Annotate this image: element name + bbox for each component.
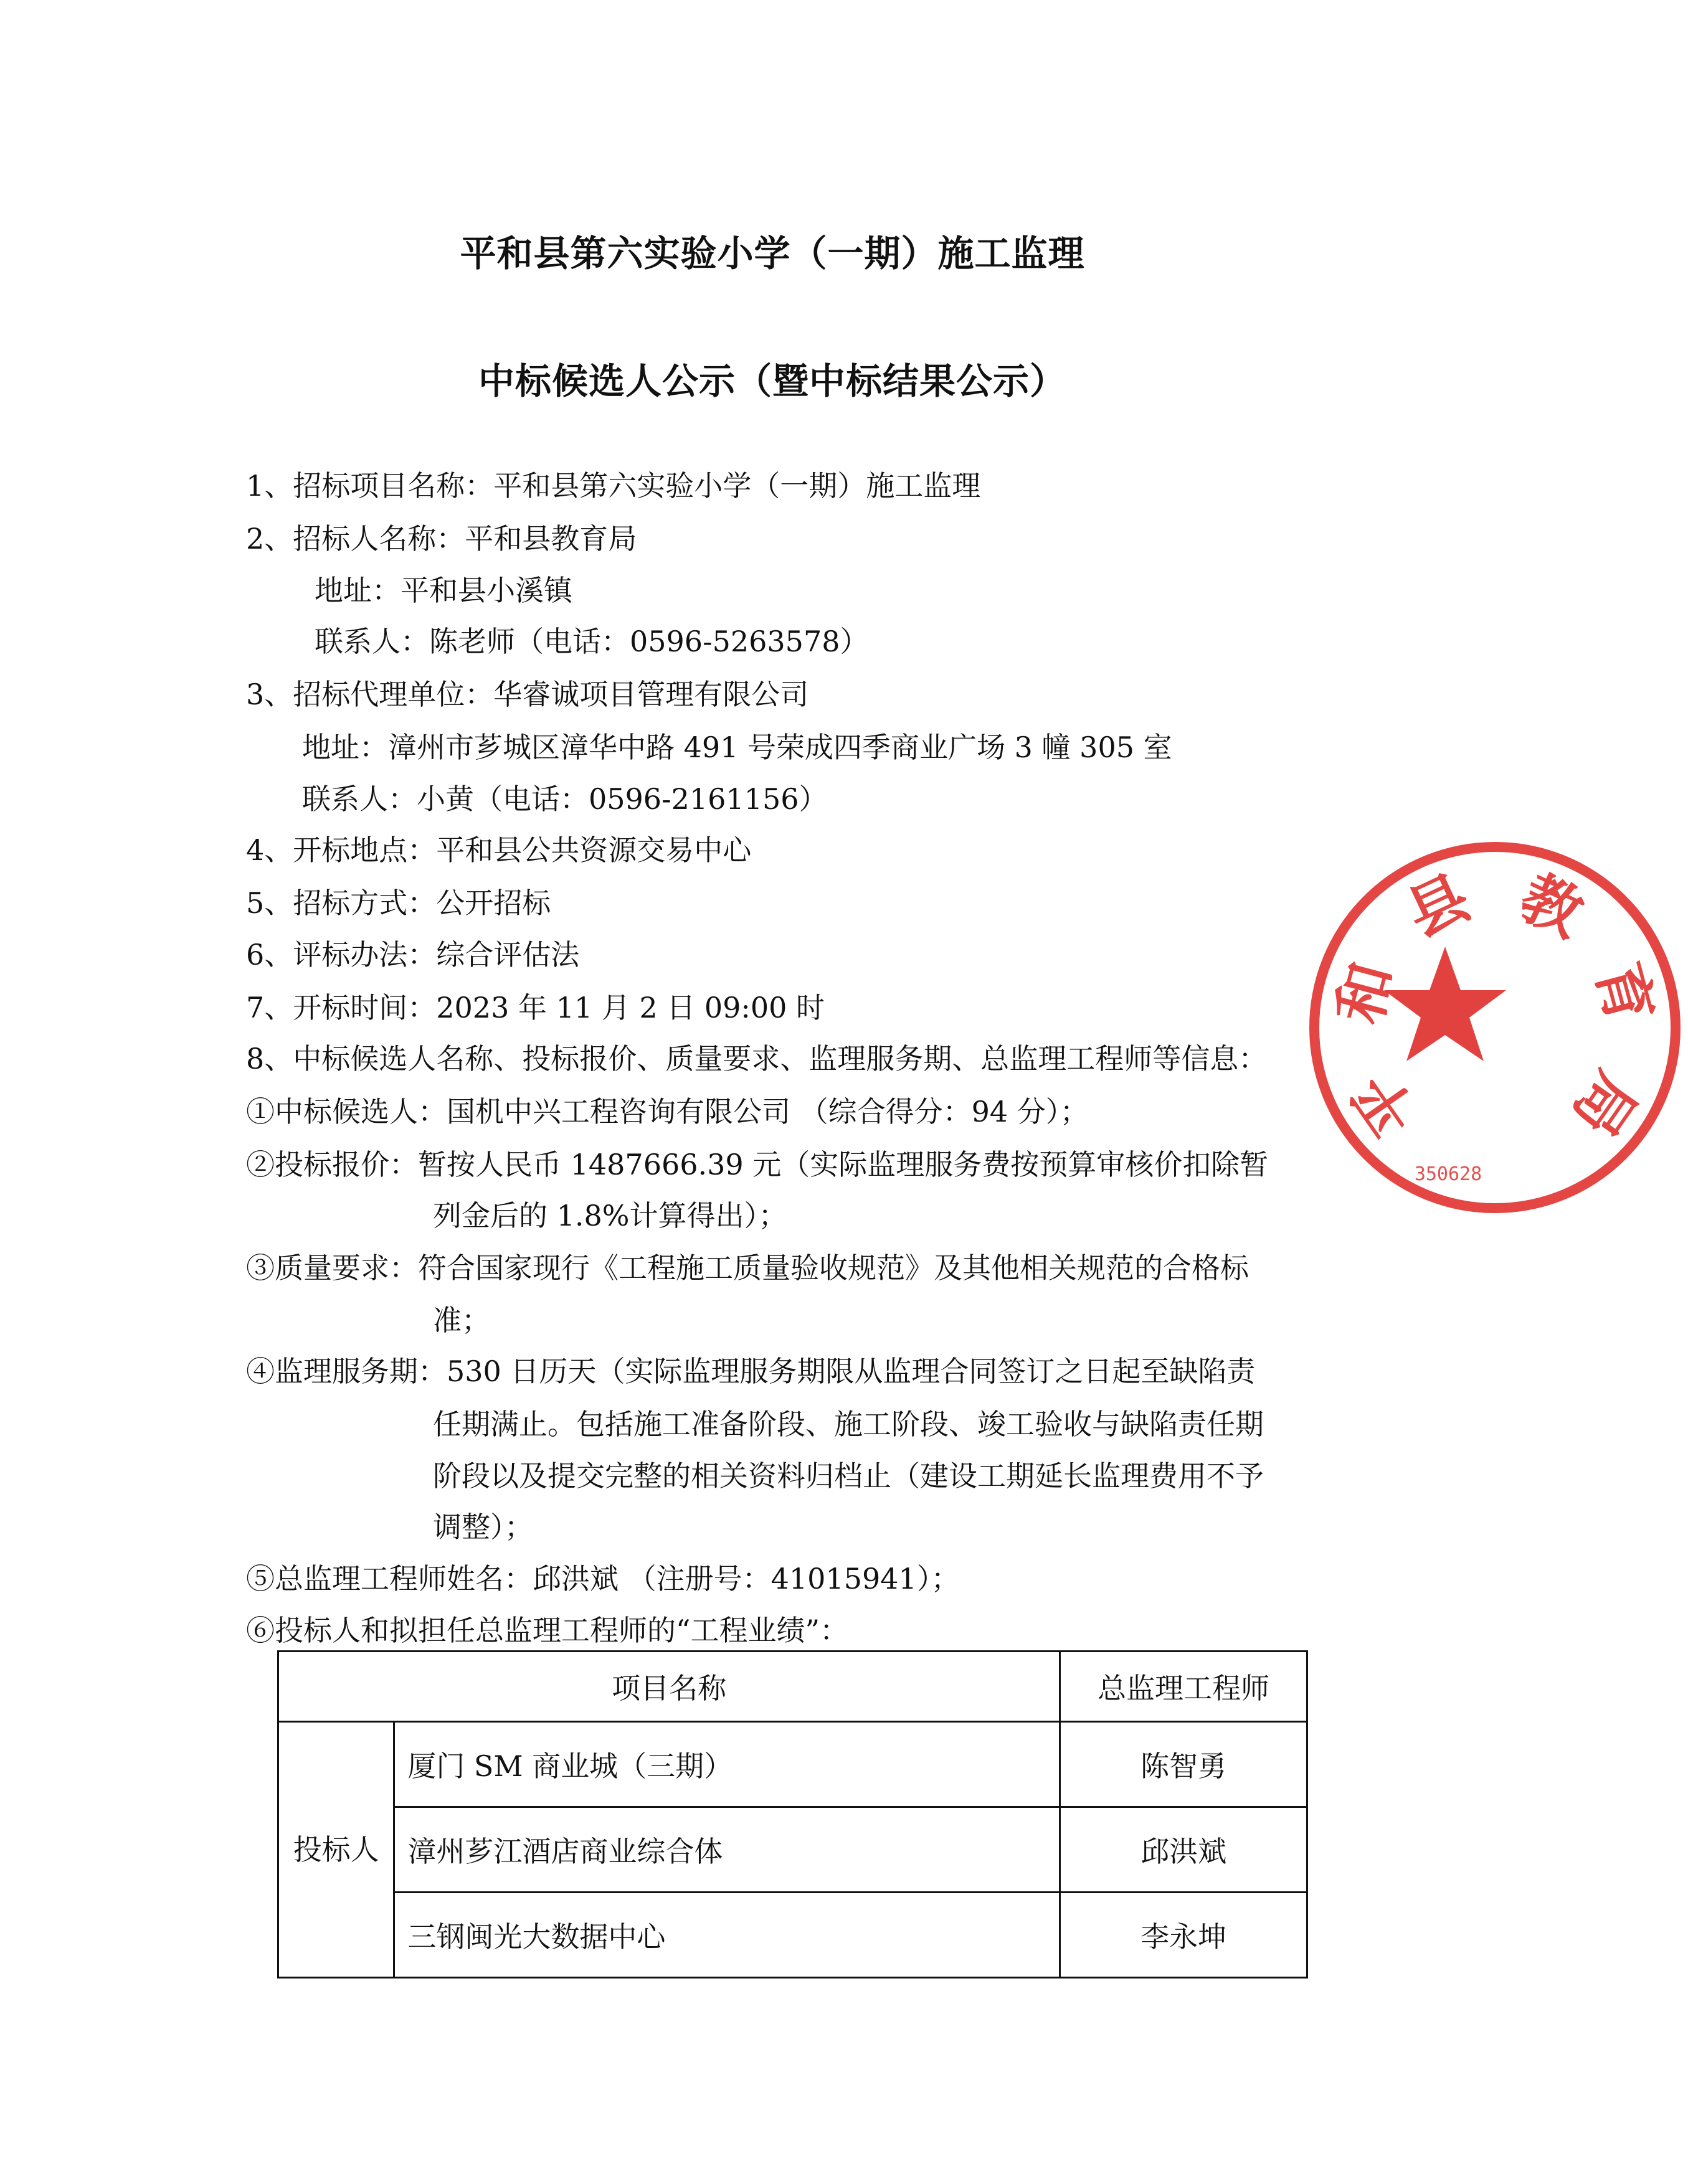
seal-character: 教 bbox=[1509, 862, 1594, 951]
table-row bbox=[278, 1893, 1307, 1978]
project-name-cell: 漳州芗江酒店商业综合体 bbox=[394, 1807, 1060, 1893]
seal-character: 平 bbox=[1339, 1059, 1431, 1149]
bid-price-cont: 列金后的 1.8%计算得出）； bbox=[433, 1199, 787, 1232]
page-subtitle: 中标候选人公示（暨中标结果公示） bbox=[478, 360, 1066, 402]
candidate-name: ①中标候选人：国机中兴工程咨询有限公司 （综合得分：94 分）； bbox=[246, 1095, 1089, 1128]
quality-requirement: ③质量要求：符合国家现行《工程施工质量验收规范》及其他相关规范的合格标 bbox=[246, 1251, 1249, 1285]
chief-engineer: ⑤总监理工程师姓名：邱洪斌 （注册号：41015941）； bbox=[246, 1562, 960, 1595]
bid-price: ②投标报价：暂按人民币 1487666.39 元（实际监理服务费按预算审核价扣除暂 bbox=[246, 1148, 1269, 1181]
seal-character: 县 bbox=[1396, 862, 1481, 951]
item-opening-place: 4、开标地点：平和县公共资源交易中心 bbox=[246, 833, 752, 867]
agency-address: 地址：漳州市芗城区漳华中路 491 号荣成四季商业广场 3 幢 305 室 bbox=[302, 730, 1172, 764]
header-chief-engineer: 总监理工程师 bbox=[1060, 1652, 1307, 1722]
seal-code: 350628 bbox=[1414, 1163, 1482, 1185]
item-opening-time: 7、开标时间：2023 年 11 月 2 日 09:00 时 bbox=[246, 991, 825, 1024]
service-period: ④监理服务期：530 日历天（实际监理服务期限从监理合同签订之日起至缺陷责 bbox=[246, 1354, 1256, 1388]
item-tenderer-name: 2、招标人名称：平和县教育局 bbox=[246, 522, 637, 555]
engineer-cell: 李永坤 bbox=[1060, 1893, 1307, 1978]
tenderer-contact: 联系人：陈老师（电话：0596-5263578） bbox=[315, 625, 869, 658]
agency-contact: 联系人：小黄（电话：0596-2161156） bbox=[302, 782, 828, 816]
seal-character: 育 bbox=[1583, 955, 1666, 1031]
service-period-cont-2: 阶段以及提交完整的相关资料归档止（建设工期延长监理费用不予 bbox=[433, 1459, 1264, 1493]
table-row bbox=[278, 1722, 1307, 1807]
engineer-cell: 邱洪斌 bbox=[1060, 1807, 1307, 1893]
page-title: 平和县第六实验小学（一期）施工监理 bbox=[460, 232, 1085, 275]
item-agency-name: 3、招标代理单位：华睿诚项目管理有限公司 bbox=[246, 678, 809, 711]
project-name-cell: 三钢闽光大数据中心 bbox=[394, 1893, 1060, 1978]
performance-heading: ⑥投标人和拟担任总监理工程师的“工程业绩”： bbox=[246, 1614, 849, 1647]
seal-ring bbox=[1314, 847, 1676, 1208]
table-header-row bbox=[278, 1652, 1307, 1722]
performance-table bbox=[277, 1650, 1308, 1978]
seal-character: 局 bbox=[1558, 1059, 1651, 1149]
header-project-name: 项目名称 bbox=[278, 1652, 1060, 1722]
item-evaluation-method: 6、评标办法：综合评估法 bbox=[246, 938, 580, 971]
service-period-cont-1: 任期满止。包括施工准备阶段、施工阶段、竣工验收与缺陷责任期 bbox=[433, 1407, 1264, 1441]
seal-character: 和 bbox=[1324, 955, 1407, 1031]
quality-requirement-cont: 准； bbox=[433, 1303, 490, 1337]
item-project-name: 1、招标项目名称：平和县第六实验小学（一期）施工监理 bbox=[246, 469, 981, 503]
seal-star-icon bbox=[1384, 947, 1506, 1061]
item-tender-method: 5、招标方式：公开招标 bbox=[246, 886, 551, 920]
engineer-cell: 陈智勇 bbox=[1060, 1722, 1307, 1807]
group-label-bidder: 投标人 bbox=[278, 1722, 394, 1978]
tenderer-address: 地址：平和县小溪镇 bbox=[315, 574, 572, 607]
project-name-cell: 厦门 SM 商业城（三期） bbox=[394, 1722, 1060, 1807]
item-candidate-info-heading: 8、中标候选人名称、投标报价、质量要求、监理服务期、总监理工程师等信息： bbox=[246, 1042, 1268, 1075]
service-period-cont-3: 调整）； bbox=[433, 1510, 533, 1544]
official-seal-stamp bbox=[1302, 834, 1688, 1221]
table-row bbox=[278, 1807, 1307, 1893]
